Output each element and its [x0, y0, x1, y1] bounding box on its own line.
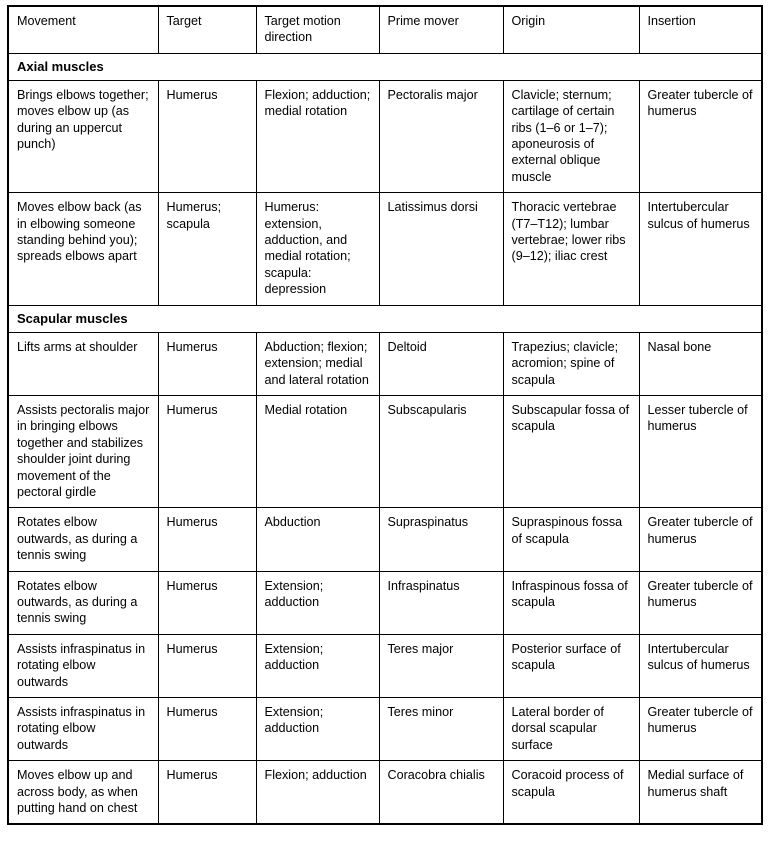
- cell-insertion: Intertubercular sulcus of humerus: [639, 634, 762, 697]
- cell-movement: Rotates elbow outwards, as during a tennis swing: [8, 571, 158, 634]
- cell-origin: Posterior surface of scapula: [503, 634, 639, 697]
- cell-origin: Clavicle; sternum; cartilage of certain ribs (1–6 or 1–7); aponeurosis of external oblique muscle: [503, 80, 639, 192]
- cell-target: Humerus: [158, 395, 256, 507]
- cell-prime-mover: Teres major: [379, 634, 503, 697]
- cell-target-motion-direction: Medial rotation: [256, 395, 379, 507]
- muscle-reference-table: [7, 5, 763, 825]
- table-row: [8, 634, 762, 697]
- column-header-origin: Origin: [503, 6, 639, 53]
- cell-prime-mover: Infraspinatus: [379, 571, 503, 634]
- cell-prime-mover: Supraspinatus: [379, 508, 503, 571]
- cell-origin: Coracoid process of scapula: [503, 761, 639, 825]
- column-header-movement: Movement: [8, 6, 158, 53]
- section-header-row: [8, 53, 762, 80]
- cell-target: Humerus: [158, 634, 256, 697]
- cell-target-motion-direction: Flexion; adduction; medial rotation: [256, 80, 379, 192]
- cell-origin: Subscapular fossa of scapula: [503, 395, 639, 507]
- table-row: [8, 80, 762, 192]
- cell-insertion: Greater tubercle of humerus: [639, 571, 762, 634]
- cell-insertion: Nasal bone: [639, 332, 762, 395]
- cell-target-motion-direction: Abduction: [256, 508, 379, 571]
- section-title: Scapular muscles: [8, 305, 762, 332]
- cell-movement: Rotates elbow outwards, as during a tennis swing: [8, 508, 158, 571]
- cell-origin: Supraspinous fossa of scapula: [503, 508, 639, 571]
- cell-target: Humerus: [158, 698, 256, 761]
- cell-target-motion-direction: Extension; adduction: [256, 634, 379, 697]
- column-header-insertion: Insertion: [639, 6, 762, 53]
- cell-prime-mover: Latissimus dorsi: [379, 193, 503, 305]
- cell-prime-mover: Deltoid: [379, 332, 503, 395]
- cell-origin: Thoracic vertebrae (T7–T12); lumbar vertebrae; lower ribs (9–12); iliac crest: [503, 193, 639, 305]
- cell-movement: Assists infraspinatus in rotating elbow outwards: [8, 634, 158, 697]
- cell-origin: Trapezius; clavicle; acromion; spine of scapula: [503, 332, 639, 395]
- cell-insertion: Greater tubercle of humerus: [639, 508, 762, 571]
- cell-movement: Moves elbow up and across body, as when putting hand on chest: [8, 761, 158, 825]
- cell-movement: Assists infraspinatus in rotating elbow outwards: [8, 698, 158, 761]
- cell-movement: Assists pectoralis major in bringing elbows together and stabilizes shoulder joint during movement of the pectoral girdle: [8, 395, 158, 507]
- cell-target-motion-direction: Extension; adduction: [256, 698, 379, 761]
- column-header-target: Target: [158, 6, 256, 53]
- cell-prime-mover: Pectoralis major: [379, 80, 503, 192]
- table-body: [8, 53, 762, 824]
- column-header-prime-mover: Prime mover: [379, 6, 503, 53]
- cell-movement: Brings elbows together; moves elbow up (as during an uppercut punch): [8, 80, 158, 192]
- table-row: [8, 698, 762, 761]
- cell-target: Humerus: [158, 508, 256, 571]
- cell-insertion: Intertubercular sulcus of humerus: [639, 193, 762, 305]
- cell-insertion: Lesser tubercle of humerus: [639, 395, 762, 507]
- section-header-row: [8, 305, 762, 332]
- cell-prime-mover: Subscapularis: [379, 395, 503, 507]
- table-row: [8, 395, 762, 507]
- cell-insertion: Medial surface of humerus shaft: [639, 761, 762, 825]
- cell-target-motion-direction: Abduction; flexion; extension; medial and lateral rotation: [256, 332, 379, 395]
- cell-target-motion-direction: Humerus: extension, adduction, and medial rotation; scapula: depression: [256, 193, 379, 305]
- cell-target-motion-direction: Flexion; adduction: [256, 761, 379, 825]
- table-row: [8, 193, 762, 305]
- table-header-row: [8, 6, 762, 53]
- cell-target-motion-direction: Extension; adduction: [256, 571, 379, 634]
- cell-prime-mover: Coracobra chialis: [379, 761, 503, 825]
- table-header: [8, 6, 762, 53]
- cell-origin: Lateral border of dorsal scapular surface: [503, 698, 639, 761]
- cell-prime-mover: Teres minor: [379, 698, 503, 761]
- cell-target: Humerus: [158, 80, 256, 192]
- table-row: [8, 508, 762, 571]
- table-row: [8, 571, 762, 634]
- table-row: [8, 761, 762, 825]
- table-row: [8, 332, 762, 395]
- cell-target: Humerus; scapula: [158, 193, 256, 305]
- section-title: Axial muscles: [8, 53, 762, 80]
- cell-movement: Moves elbow back (as in elbowing someone standing behind you); spreads elbows apart: [8, 193, 158, 305]
- cell-target: Humerus: [158, 332, 256, 395]
- cell-insertion: Greater tubercle of humerus: [639, 80, 762, 192]
- cell-origin: Infraspinous fossa of scapula: [503, 571, 639, 634]
- muscle-table-container: [7, 5, 761, 825]
- column-header-target-motion-direction: Target motion direction: [256, 6, 379, 53]
- cell-insertion: Greater tubercle of humerus: [639, 698, 762, 761]
- cell-target: Humerus: [158, 571, 256, 634]
- cell-movement: Lifts arms at shoulder: [8, 332, 158, 395]
- cell-target: Humerus: [158, 761, 256, 825]
